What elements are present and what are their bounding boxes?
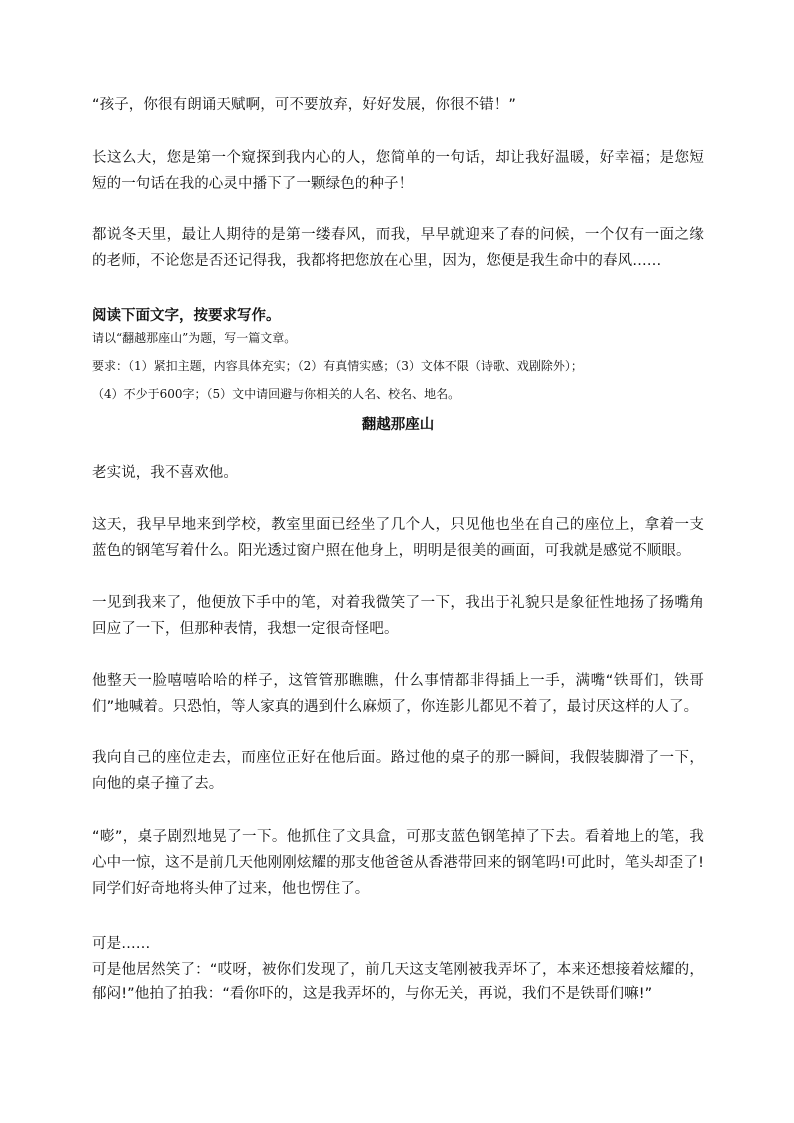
paragraph-spring-breeze: 都说冬天里，最让人期待的是第一缕春风，而我，早早就迎来了春的问候，一个仅有一面之缘的老师，不论您是否还记得我，我都将把您放在心里，因为，您便是我生命中的春风……: [92, 227, 704, 269]
paragraph-first-understanding: 长这么大，您是第一个窥探到我内心的人，您简单的一句话，却让我好温暖，好幸福；是您短短的一句话在我的心灵中播下了一颗绿色的种子！: [92, 150, 704, 192]
essay-paragraph-1: 老实说，我不喜欢他。: [92, 465, 238, 481]
task-requirements-line-2: （4）不少于600字；（5）文中请回避与你相关的人名、校名、地名。: [92, 387, 461, 401]
paragraph-praise-quote: “孩子，你很有朗诵天赋啊，可不要放弃，好好发展，你很不错！”: [92, 97, 517, 113]
essay-paragraph-2: 这天，我早早地来到学校，教室里面已经坐了几个人，只见他也坐在自己的座位上，拿着一支蓝色的钢笔写着什么。阳光透过窗户照在他身上，明明是很美的画面，可我就是感觉不顺眼。: [92, 517, 704, 559]
essay-paragraph-5: 我向自己的座位走去，而座位正好在他后面。路过他的桌子的那一瞬间，我假装脚滑了一下，向他的桌子撞了去。: [92, 750, 704, 792]
essay-paragraph-4: 他整天一脸嘻嘻哈哈的样子，这管管那瞧瞧，什么事情都非得插上一手，满嘴“铁哥们，铁哥们”地喊着。只恐怕，等人家真的遇到什么麻烦了，你连影儿都见不着了，最讨厌这样的人了。: [92, 673, 704, 715]
essay-paragraph-6: “嘭”，桌子剧烈地晃了一下。他抓住了文具盒，可那支蓝色钢笔掉了下去。看着地上的笔，我心中一惊，这不是前几天他刚刚炫耀的那支他爸爸从香港带回来的钢笔吗!可此时，笔头却歪了!同学们好奇地将头伸了过来，他也愣住了。: [92, 829, 704, 897]
task-heading: 阅读下面文字，按要求写作。: [92, 308, 281, 324]
task-requirements-line-1: 要求：（1）紧扣主题，内容具体充实；（2）有真情实感；（3）文体不限（诗歌、戏剧除外）；: [92, 359, 583, 373]
essay-paragraph-8: 可是他居然笑了：“哎呀，被你们发现了，前几天这支笔刚被我弄坏了，本来还想接着炫耀的，郁闷!”他拍了拍我：“看你吓的，这是我弄坏的，与你无关，再说，我们不是铁哥们嘛!”: [92, 962, 704, 1002]
essay-paragraph-3: 一见到我来了，他便放下手中的笔，对着我微笑了一下，我出于礼貌只是象征性地扬了扬嘴角回应了一下，但那种表情，我想一定很奇怪吧。: [92, 595, 704, 637]
essay-title: 翻越那座山: [361, 417, 435, 433]
essay-paragraph-7: 可是……: [92, 936, 151, 952]
task-prompt: 请以“翻越那座山”为题，写一篇文章。: [92, 331, 297, 345]
